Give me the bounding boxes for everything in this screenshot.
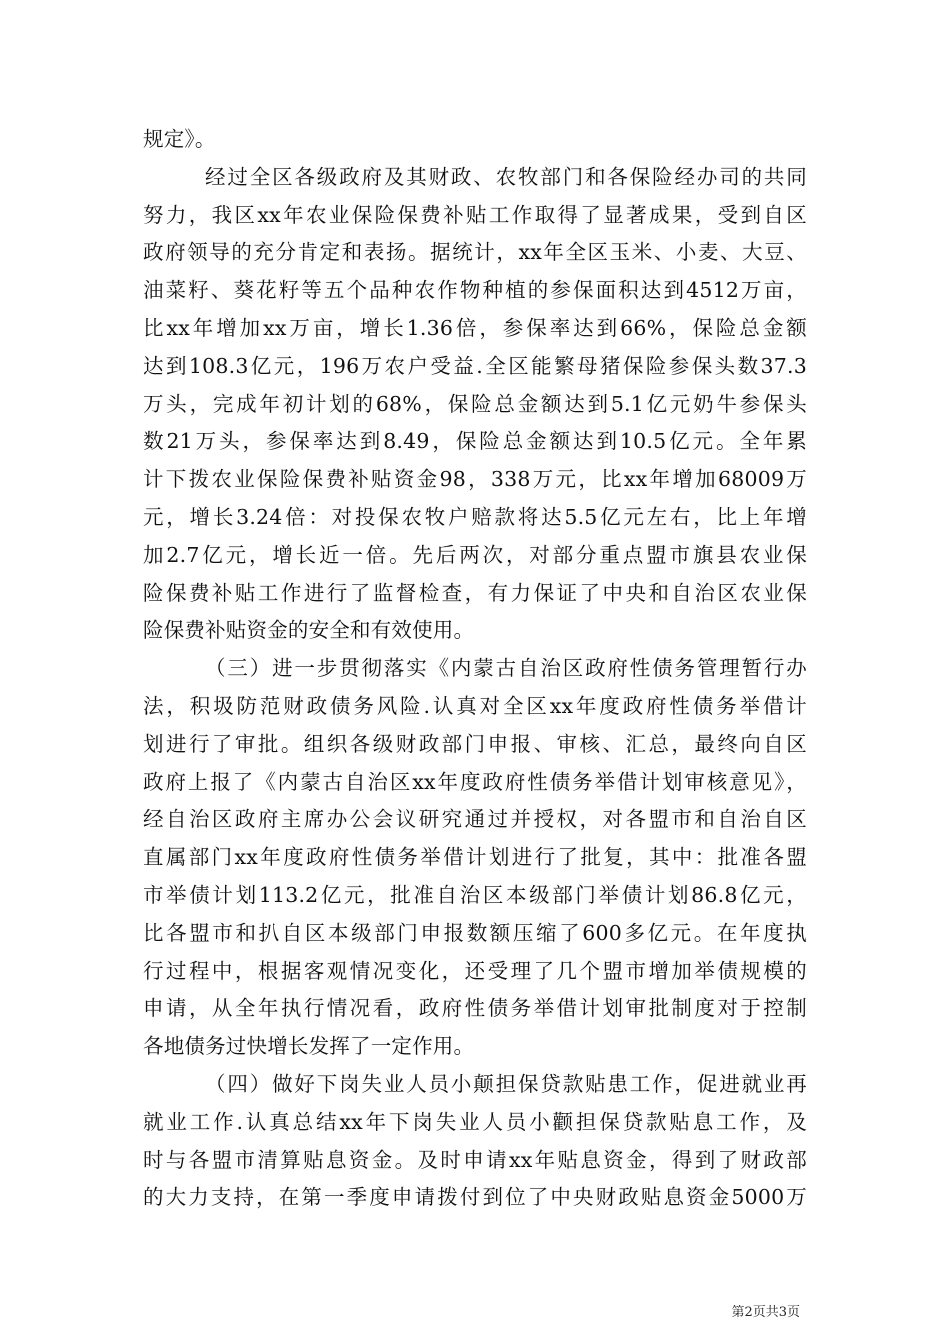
text-line: 市举债计划113.2亿元，批准自治区本级部门举债计划86.8亿元，	[143, 882, 807, 907]
text-line: 险保费补贴资金的安全和有效使用。	[143, 618, 475, 643]
text-line: 的大力支持，在第一季度申请拨付到位了中央财政贴息资金5000万	[143, 1185, 807, 1210]
text-line: 划进行了审批。组织各级财政部门申报、审核、汇总，最终向自区	[143, 731, 807, 756]
text-line: 比各盟市和扒自区本级部门申报数额压缩了600多亿元。在年度执	[143, 920, 807, 945]
text-line: 险保费补贴工作进行了监督检查，有力保证了中央和自治区农业保	[143, 580, 807, 605]
text-line: （四）做好下岗失业人员小颠担保贷款贴患工作，促进就业再	[205, 1071, 807, 1096]
text-line: 达到108.3亿元，196万农户受益.全区能繁母猪保险参保头数37.3	[143, 353, 807, 378]
page-number: 第2页共3页	[731, 1305, 800, 1320]
text-line: 油菜籽、葵花籽等五个品种农作物种植的参保面积达到4512万亩，	[143, 278, 807, 303]
text-line: 数21万头，参保率达到8.49，保险总金额达到10.5亿元。全年累	[143, 429, 807, 454]
text-line: （三）进一步贯彻落实《内蒙古自治区政府性债务管理暂行办	[205, 656, 807, 681]
text-line: 规定》。	[143, 127, 216, 151]
text-line: 万头，完成年初计划的68%，保险总金额达到5.1亿元奶牛参保头	[143, 391, 807, 416]
text-line: 政府领导的充分肯定和表扬。据统计，xx年全区玉米、小麦、大豆、	[143, 240, 807, 265]
body-text	[143, 121, 807, 1217]
text-line: 就业工作.认真总结xx年下岗失业人员小颧担保贷款贴息工作，及	[143, 1109, 807, 1134]
text-line: 各地债务过快增长发挥了一定作用。	[143, 1034, 475, 1059]
text-line: 比xx年增加xx万亩，增长1.36倍，参保率达到66%，保险总金额	[143, 315, 807, 340]
text-line: 元，增长3.24倍：对投保农牧户赔款将达5.5亿元左右，比上年增	[143, 504, 807, 529]
text-line: 时与各盟市清算贴息资金。及时申请xx年贴息资金，得到了财政部	[143, 1147, 807, 1172]
text-line: 努力，我区xx年农业保险保费补贴工作取得了显著成果，受到自区	[143, 202, 807, 227]
text-line: 法，积圾防范财政债务风险.认真对全区xx年度政府性债务举借计	[143, 693, 807, 718]
text-line: 计下拨农业保险保费补贴资金98，338万元，比xx年增加68009万	[143, 467, 807, 492]
text-line: 经自治区政府主席办公会议研究通过并授权，对各盟市和自治自区	[143, 807, 807, 832]
text-line: 加2.7亿元，增长近一倍。先后两次，对部分重点盟市旗县农业保	[143, 542, 807, 567]
text-line: 行过程中，根据客观情况变化，还受理了几个盟市增加举债规模的	[143, 958, 807, 983]
text-line: 直属部门xx年度政府性债务举借计划进行了批复，其中：批准各盟	[143, 845, 807, 870]
text-line: 经过全区各级政府及其财政、农牧部门和各保险经办司的共同	[205, 164, 807, 189]
text-line: 政府上报了《内蒙古自治区xx年度政府性债务举借计划审核意见》，	[143, 769, 807, 794]
text-line: 申请，从全年执行情况看，政府性债务举借计划审批制度对于控制	[143, 996, 807, 1021]
